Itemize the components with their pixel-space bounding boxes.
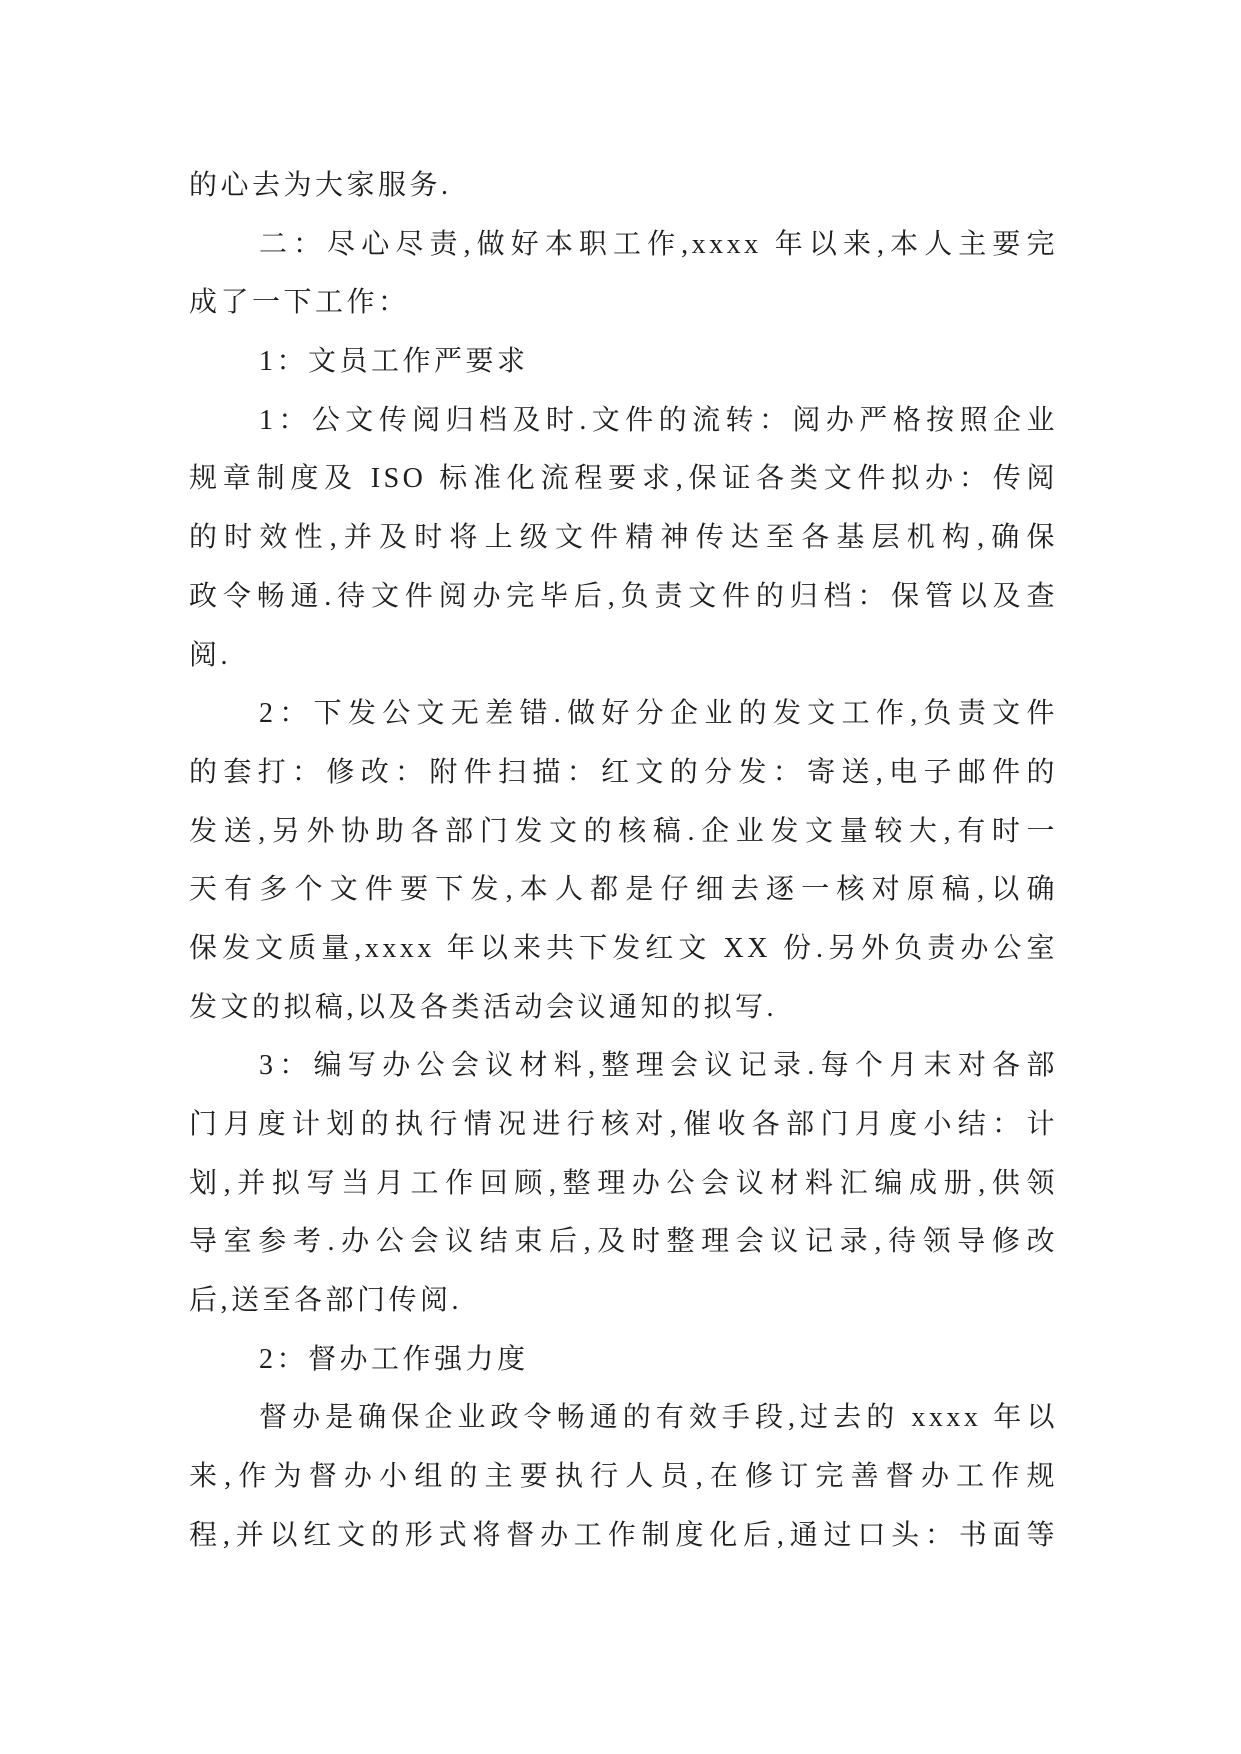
text-line: 二：尽心尽责,做好本职工作,xxxx 年以来,本人主要完 bbox=[259, 228, 1058, 260]
text-line: 1：公文传阅归档及时.文件的流转：阅办严格按照企业 bbox=[259, 404, 1058, 436]
text-line: 天有多个文件要下发,本人都是仔细去逐一核对原稿,以确 bbox=[189, 874, 1058, 906]
text-line: 划,并拟写当月工作回顾,整理办公会议材料汇编成册,供领 bbox=[189, 1167, 1058, 1199]
text-line: 的套打：修改：附件扫描：红文的分发：寄送,电子邮件的 bbox=[189, 756, 1058, 788]
text-line: 3：编写办公会议材料,整理会议记录.每个月末对各部 bbox=[259, 1050, 1058, 1082]
text-line: 发送,另外协助各部门发文的核稿.企业发文量较大,有时一 bbox=[189, 815, 1058, 847]
text-line: 来,作为督办小组的主要执行人员,在修订完善督办工作规 bbox=[189, 1461, 1058, 1493]
heading-line: 1：文员工作严要求 bbox=[259, 346, 529, 378]
heading-line: 2：督办工作强力度 bbox=[259, 1343, 529, 1375]
text-line: 发文的拟稿,以及各类活动会议通知的拟写. bbox=[189, 991, 778, 1023]
section-heading bbox=[189, 333, 1058, 392]
text-line: 督办是确保企业政令畅通的有效手段,过去的 xxxx 年以 bbox=[259, 1402, 1058, 1434]
text-line: 门月度计划的执行情况进行核对,催收各部门月度小结：计 bbox=[189, 1109, 1058, 1140]
paragraph bbox=[189, 1037, 1058, 1330]
text-line: 的心去为大家服务. bbox=[189, 170, 452, 201]
paragraph bbox=[189, 157, 1058, 216]
section-heading bbox=[189, 1331, 1058, 1390]
text-line: 政令畅通.待文件阅办完毕后,负责文件的归档：保管以及查 bbox=[189, 580, 1058, 612]
text-line: 保发文质量,xxxx 年以来共下发红文 XX 份.另外负责办公室 bbox=[189, 932, 1058, 964]
text-line: 规章制度及 ISO 标准化流程要求,保证各类文件拟办：传阅 bbox=[189, 463, 1058, 495]
paragraph bbox=[189, 216, 1058, 333]
document-body bbox=[189, 157, 1058, 1566]
text-line: 成了一下工作： bbox=[189, 287, 410, 319]
paragraph bbox=[189, 392, 1058, 685]
text-line: 的时效性,并及时将上级文件精神传达至各基层机构,确保 bbox=[189, 522, 1058, 554]
text-line: 导室参考.办公会议结束后,及时整理会议记录,待领导修改 bbox=[189, 1226, 1058, 1258]
paragraph bbox=[189, 685, 1058, 1037]
text-line: 后,送至各部门传阅. bbox=[189, 1285, 463, 1317]
text-line: 2：下发公文无差错.做好分企业的发文工作,负责文件 bbox=[259, 698, 1058, 730]
paragraph bbox=[189, 1389, 1058, 1565]
text-line: 程,并以红文的形式将督办工作制度化后,通过口头：书面等 bbox=[189, 1519, 1058, 1551]
text-line: 阅. bbox=[189, 639, 232, 671]
